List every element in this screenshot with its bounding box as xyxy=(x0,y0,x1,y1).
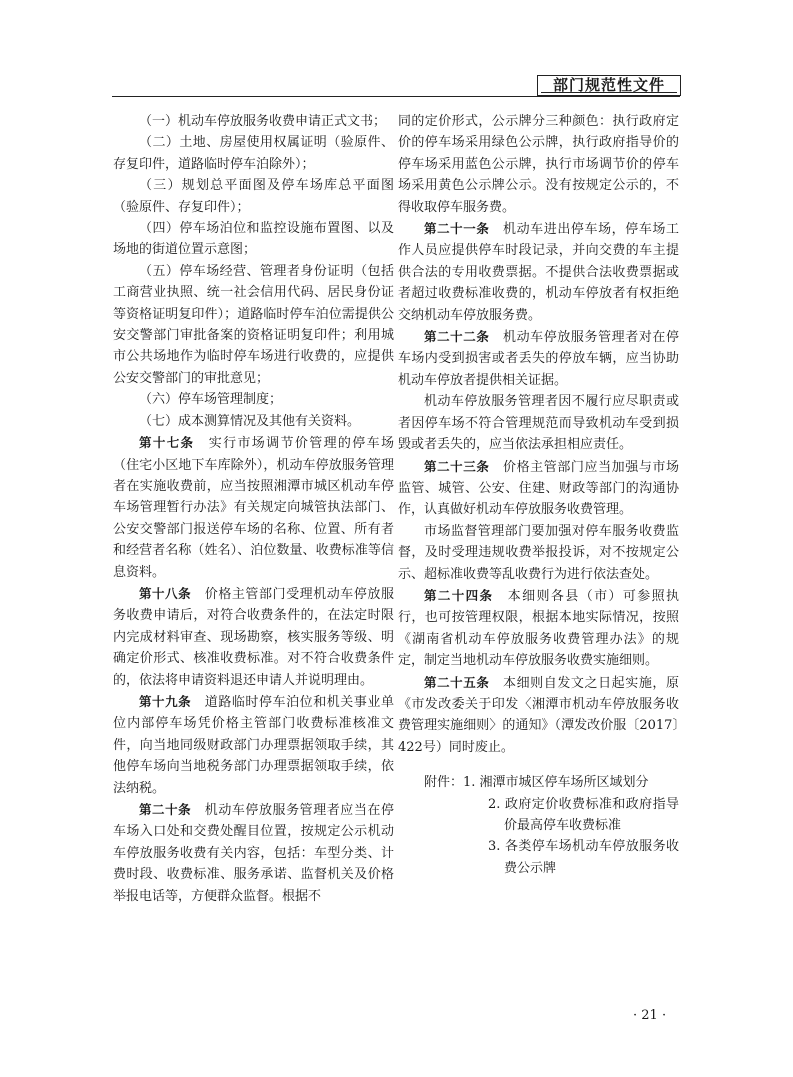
article-number: 第二十三条 xyxy=(424,458,490,474)
article-number: 第十八条 xyxy=(139,585,192,601)
header-rule xyxy=(112,96,680,97)
article-paragraph xyxy=(113,218,394,261)
article-paragraph xyxy=(113,799,394,907)
article-text: 道路临时停车泊位和机关事业单位内部停车场凭价格主管部门收费标准核准文件，向当地同级财政部门办理票据领取手续，其他停车场向当地税务部门办理票据领取手续，依法纳税。 xyxy=(113,694,394,796)
right-column xyxy=(398,111,679,879)
article-paragraph xyxy=(113,432,394,583)
article-paragraph xyxy=(113,175,394,218)
article-number: 第二十五条 xyxy=(424,674,490,690)
article-text: 价格主管部门受理机动车停放服务收费申请后，对符合收费条件的，在法定时限内完成材料审查、现场勘察，核实服务等级、明确定价形式、核准收费标准。对不符合收费条件的，依法将申请资料退还申请人并说明理由。 xyxy=(113,586,394,688)
article-paragraph xyxy=(398,391,679,455)
article-text: 本细则各县（市）可参照执行，也可按管理权限，根据本地实际情况，按照《湖南省机动车停放服务收费管理办法》的规定，制定当地机动车停放服务收费实施细则。 xyxy=(398,588,679,669)
article-text: 同的定价形式，公示牌分三种颜色：执行政府定价的停车场采用绿色公示牌，执行政府指导价的停车场采用蓝色公示牌，执行市场调节价的停车场采用黄色公示牌公示。没有按规定公示的，不得收取停车服务费。 xyxy=(398,114,679,215)
article-paragraph xyxy=(113,132,394,175)
article-text: （七）成本测算情况及其他有关资料。 xyxy=(139,413,361,429)
article-text: 机动车进出停车场，停车场工作人员应提供停车时段记录，并向交费的车主提供合法的专用收费票据。不提供合法收费票据或者超过收费标准收费的，机动车停放者有权拒绝交纳机动车停放服务费。 xyxy=(398,222,679,323)
attachment-item: 1. 湘潭市城区停车场所区域划分 xyxy=(463,775,649,791)
article-number: 第十九条 xyxy=(139,693,192,709)
article-text: （三）规划总平面图及停车场库总平面图（验原件、存复印件）； xyxy=(113,178,394,215)
article-text: 机动车停放服务管理者因不履行应尽职责或者因停车场不符合管理规范而导致机动车受到损毁或者丢失的，应当依法承担相应责任。 xyxy=(398,394,679,453)
article-text: 实行市场调节价管理的停车场（住宅小区地下车库除外），机动车停放服务管理者在实施收费前，应当按照湘潭市城区机动车停车场管理暂行办法》有关规定向城管执法部门、公安交警部门报送停车场的名称、位置、所有者和经营者名称（姓名）、泊位数量、收费标准等信息资料。 xyxy=(113,436,394,580)
section-tag: 部门规范性文件 xyxy=(537,75,681,96)
left-column xyxy=(113,111,394,907)
article-number: 第二十四条 xyxy=(424,587,494,603)
article-paragraph xyxy=(398,218,679,326)
article-text: 机动车停放服务管理者对在停车场内受到损害或者丢失的停放车辆，应当协助机动车停放者提供相关证据。 xyxy=(398,330,679,388)
article-paragraph xyxy=(398,111,679,218)
article-paragraph xyxy=(113,691,394,799)
article-text: （四）停车场泊位和监控设施布置图、以及场地的街道位置示意图； xyxy=(113,221,394,258)
article-text: （一）机动车停放服务收费申请正式文书； xyxy=(139,114,387,129)
article-text: 机动车停放服务管理者应当在停车场入口处和交费处醒目位置，按规定公示机动车停放服务收费有关内容，包括：车型分类、计费时段、收费标准、服务承诺、监督机关及价格举报电话等，方便群众监督。根据不 xyxy=(113,803,394,904)
article-text: （六）停车场管理制度； xyxy=(139,392,283,408)
article-text: 市场监督管理部门要加强对停车服务收费监督，及时受理违规收费举报投诉，对不按规定公示、超标准收费等乱收费行为进行依法查处。 xyxy=(398,523,679,582)
article-paragraph xyxy=(398,326,679,391)
article-text: （五）停车场经营、管理者身份证明（包括工商营业执照、统一社会信用代码、居民身份证等资格证明复印件）；道路临时停车泊位需提供公安交警部门审批备案的资格证明复印件；利用城市公共场地作为临时停车场进行收费的，应提供公安交警部门的审批意见； xyxy=(113,263,394,386)
attachment-label: 附件： xyxy=(424,775,464,791)
article-paragraph xyxy=(398,521,679,585)
page-number: · 21 · xyxy=(633,1008,667,1023)
article-paragraph xyxy=(398,672,679,759)
article-number: 第二十二条 xyxy=(424,329,490,345)
attachment-label-row xyxy=(398,772,679,793)
attachment-item: 2. 政府定价收费标准和政府指导价最高停车收费标准 xyxy=(488,796,679,833)
article-text: （二）土地、房屋使用权属证明（验原件、存复印件，道路临时停车泊除外）； xyxy=(113,135,394,172)
article-paragraph xyxy=(113,111,394,132)
article-paragraph xyxy=(113,411,394,432)
article-paragraph xyxy=(113,389,394,410)
attachment-item: 3. 各类停车场机动车停放服务收费公示牌 xyxy=(488,839,679,876)
article-text: 本细则自发文之日起实施，原《市发改委关于印发〈湘潭市机动车停放服务收费管理实施细则〉的通知》（潭发改价服〔2017〕422号）同时废止。 xyxy=(398,675,679,755)
article-number: 第十七条 xyxy=(139,435,195,451)
article-paragraph xyxy=(398,456,679,521)
article-paragraph xyxy=(113,261,394,389)
article-text: 价格主管部门应当加强与市场监管、城管、公安、住建、财政等部门的沟通协作，认真做好机动车停放服务收费管理。 xyxy=(398,459,679,518)
article-paragraph xyxy=(398,585,679,672)
article-number: 第二十条 xyxy=(139,802,192,817)
article-paragraph xyxy=(113,583,394,691)
article-number: 第二十一条 xyxy=(424,221,490,237)
